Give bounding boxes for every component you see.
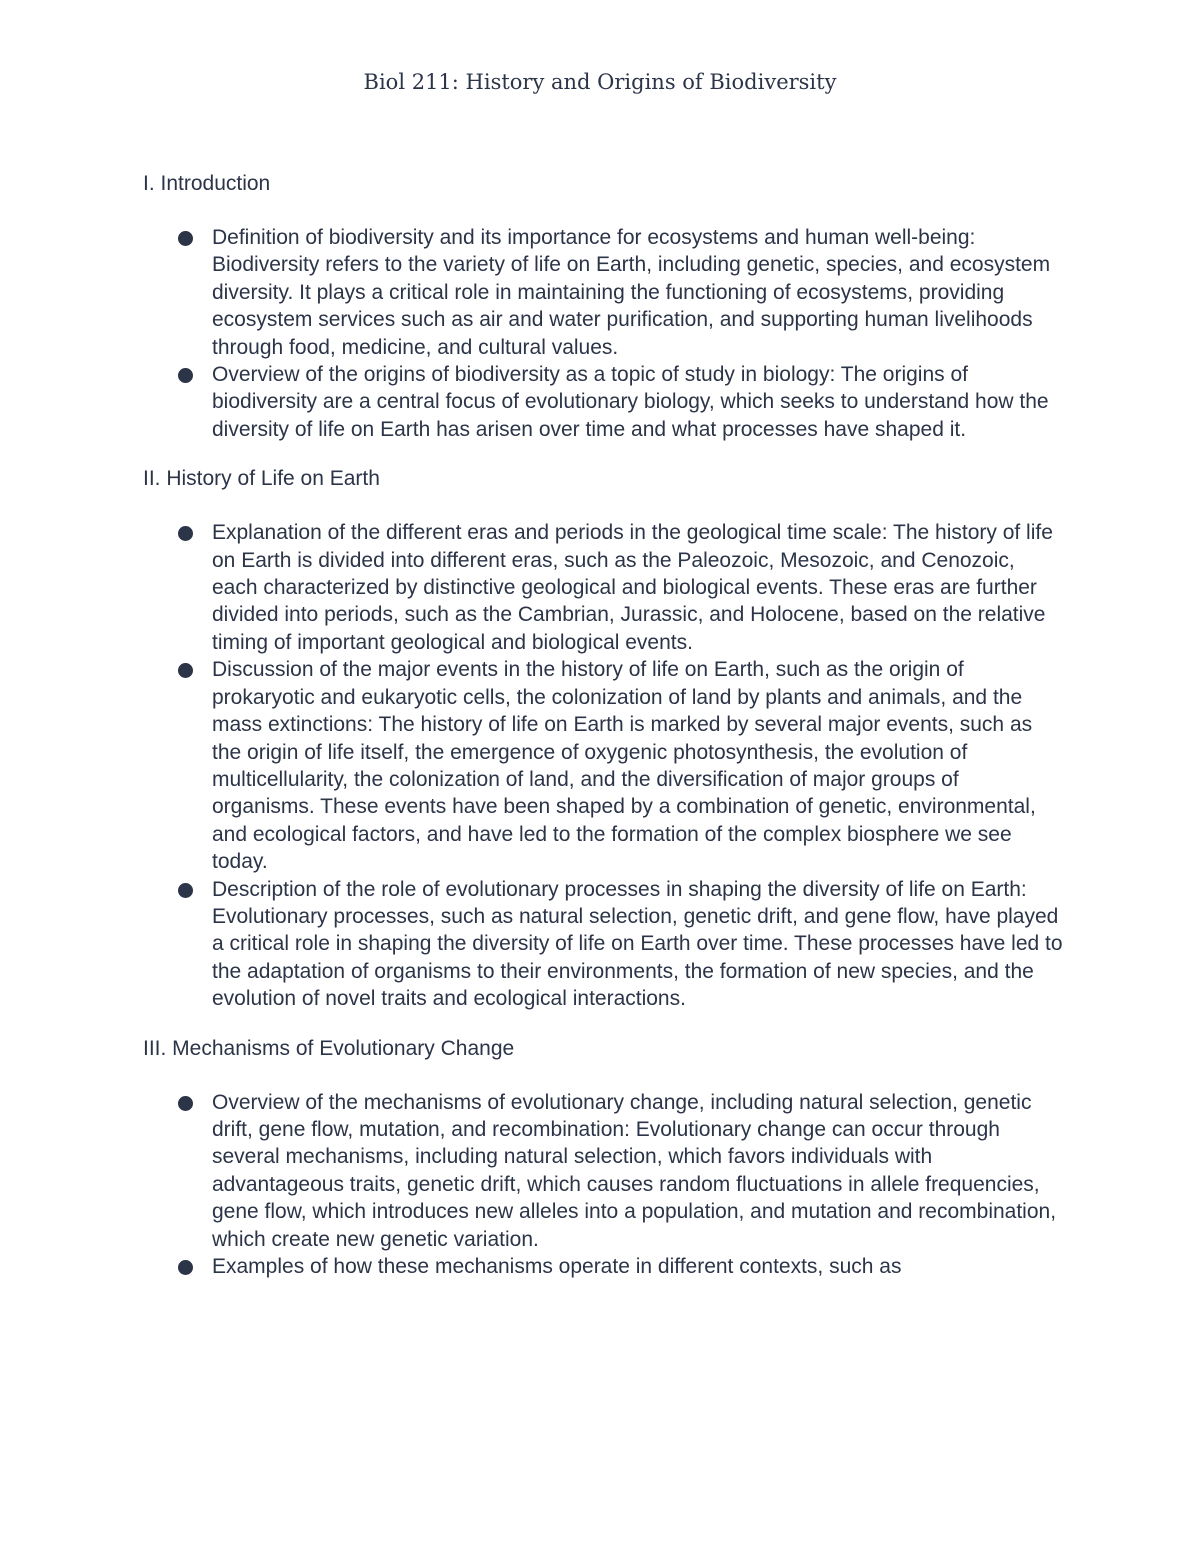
list-item-text: Examples of how these mechanisms operate in different contexts, such as <box>212 1255 902 1278</box>
list-item <box>143 876 1063 1013</box>
bullet-dot-icon <box>178 883 193 898</box>
section-heading: I. Introduction <box>143 172 271 195</box>
section-heading: III. Mechanisms of Evolutionary Change <box>143 1036 515 1060</box>
list-item <box>143 519 1063 656</box>
section-mechanisms <box>143 1035 1063 1281</box>
bullet-dot-icon <box>178 231 193 246</box>
section-history-of-life <box>143 465 1063 1012</box>
bullet-dot-icon <box>178 526 193 541</box>
list-item-text: Explanation of the different eras and periods in the geological time scale: The history of life on Earth is divided into different eras, such as the Paleozoic, Mesozoic, and Cenozoic, each characterized by distinctive geological and biological events. These eras are further divided into periods, such as the Cambrian, Jurassic, and Holocene, based on the relative timing of important geological and biological events. <box>212 521 1053 654</box>
document-title: Biol 211: History and Origins of Biodiversity <box>363 70 837 94</box>
section-introduction <box>143 170 1063 443</box>
bullet-list <box>143 1089 1063 1281</box>
bullet-dot-icon <box>178 1260 193 1275</box>
list-item-text: Overview of the mechanisms of evolutionary change, including natural selection, genetic drift, gene flow, mutation, and recombination: Evolutionary change can occur through several mechanisms, including natural selection, which favors individuals with advantageous traits, genetic drift, which causes random fluctuations in allele frequencies, gene flow, which introduces new alleles into a population, and mutation and recombination, which create new genetic variation. <box>212 1090 1057 1251</box>
list-item <box>143 224 1063 361</box>
list-item-text: Overview of the origins of biodiversity as a topic of study in biology: The origins of biodiversity are a central focus of evolutionary biology, which seeks to understand how the diversity of life on Earth has arisen over time and what processes have shaped it. <box>212 363 1049 441</box>
list-item <box>143 1253 1063 1280</box>
list-item <box>143 656 1063 875</box>
bullet-list <box>143 519 1063 1012</box>
bullet-dot-icon <box>178 663 193 678</box>
section-heading: II. History of Life on Earth <box>143 467 380 491</box>
list-item-text: Description of the role of evolutionary processes in shaping the diversity of life on Earth: Evolutionary processes, such as natural selection, genetic drift, and gene flow, have played a critical role in shaping the diversity of life on Earth over time. These processes have led to the adaptation of organisms to their environments, the formation of new species, and the evolution of novel traits and ecological interactions. <box>212 877 1063 1011</box>
list-item-text: Discussion of the major events in the history of life on Earth, such as the origin of prokaryotic and eukaryotic cells, the colonization of land by plants and animals, and the mass extinctions: The history of life on Earth is marked by several major events, such as the origin of life itself, the emergence of oxygenic photosynthesis, the evolution of multicellularity, the colonization of land, and the diversification of major groups of organisms. These events have been shaped by a combination of genetic, environmental, and ecological factors, and have led to the formation of the complex biosphere we see today. <box>212 658 1036 874</box>
list-item <box>143 1089 1063 1253</box>
document-body <box>143 170 1063 1302</box>
bullet-list <box>143 224 1063 443</box>
list-item-text: Definition of biodiversity and its importance for ecosystems and human well-being: Biodiversity refers to the variety of life on Earth, including genetic, species, and ecosystem diversity. It plays a critical role in maintaining the functioning of ecosystems, providing ecosystem services such as air and water purification, and supporting human livelihoods through food, medicine, and cultural values. <box>212 226 1051 359</box>
list-item <box>143 361 1063 443</box>
bullet-dot-icon <box>178 1096 193 1111</box>
bullet-dot-icon <box>178 368 193 383</box>
